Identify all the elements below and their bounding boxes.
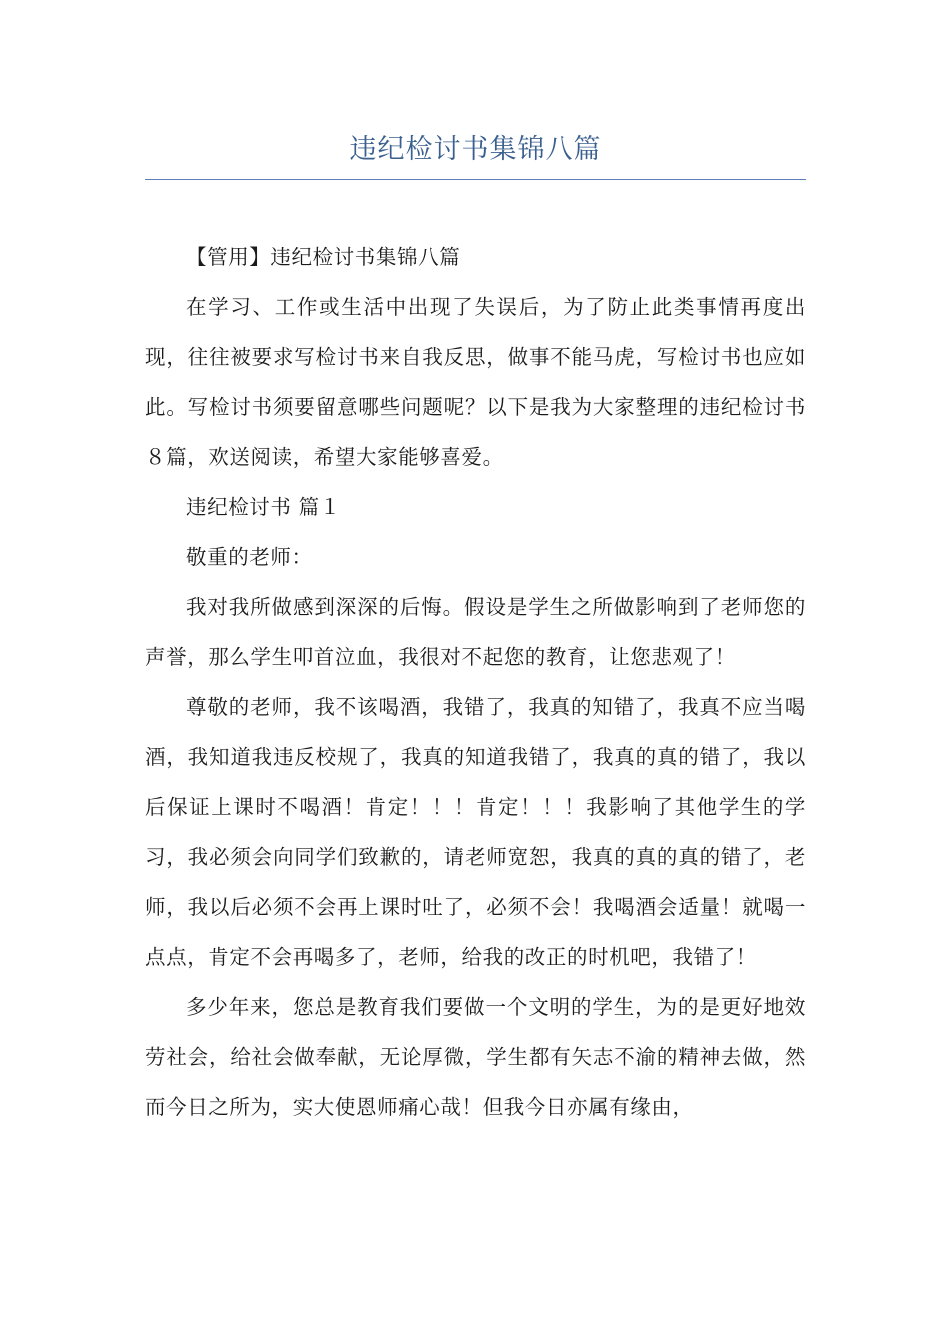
- paragraph-body: 多少年来，您总是教育我们要做一个文明的学生，为的是更好地效劳社会，给社会做奉献，无论厚微，学生都有矢志不渝的精神去做，然而今日之所为，实大使恩师痛心哉！但我今日亦属有缘由，: [145, 995, 806, 1119]
- paragraph-intro: 在学习、工作或生活中出现了失误后，为了防止此类事情再度出现，往往被要求写检讨书来自我反思，做事不能马虎，写检讨书也应如此。写检讨书须要留意哪些问题呢？以下是我为大家整理的违纪检讨书８篇，欢送阅读，希望大家能够喜爱。: [145, 295, 806, 469]
- paragraph-section-title: 违纪检讨书 篇１: [186, 495, 341, 519]
- paragraph-body: 我对我所做感到深深的后悔。假设是学生之所做影响到了老师您的声誉，那么学生叩首泣血，我很对不起您的教育，让您悲观了！: [145, 595, 806, 669]
- paragraph-body: 尊敬的老师，我不该喝酒，我错了，我真的知错了，我真不应当喝酒，我知道我违反校规了，我真的知道我错了，我真的真的错了，我以后保证上课时不喝酒！肯定！！！肯定！！！我影响了其他学生的学习，我必须会向同学们致歉的，请老师宽恕，我真的真的真的错了，老师，我以后必须不会再上课时吐了，必须不会！我喝酒会适量！就喝一点点，肯定不会再喝多了，老师，给我的改正的时机吧，我错了！: [145, 695, 806, 969]
- paragraph-salutation: 敬重的老师：: [186, 545, 313, 569]
- document-body: [145, 232, 806, 1132]
- title-underline: [145, 179, 806, 180]
- paragraph-heading: 【管用】违纪检讨书集锦八篇: [186, 245, 461, 269]
- document-title: 违纪检讨书集锦八篇: [349, 134, 602, 165]
